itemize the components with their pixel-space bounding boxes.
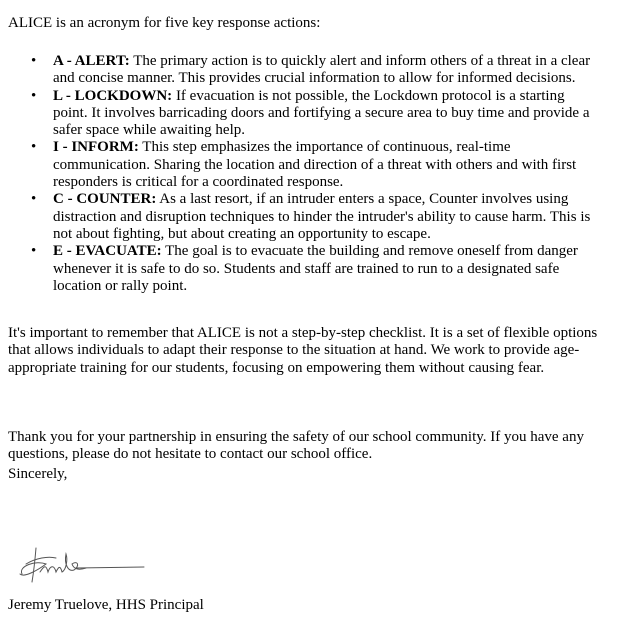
action-text: As a last resort, if an intruder enters a space, Counter involves using distraction and disruption techniques to hinder the intruder's ability to cause harm. This is not about fighting, but about creating an opportunity to escape. [53,191,591,242]
action-label: I - INFORM: [53,139,139,156]
action-label: L - LOCKDOWN: [53,87,173,104]
checklist-paragraph: It's important to remember that ALICE is not a step-by-step checklist. It is a set of flexible options that allows individuals to adapt their response to the situation at hand. We work to provide age-appropriate training for our students, focusing on empowering them without causing fear. [8,325,598,376]
action-text: The goal is to evacuate the building and remove oneself from danger whenever it is safe to do so. Students and staff are trained to run to a designated safe location or rally point. [53,243,578,294]
action-text: The primary action is to quickly alert and inform others of a threat in a clear and concise manner. This provides crucial information to allow for informed decisions. [53,53,591,87]
action-label: C - COUNTER: [53,191,157,208]
action-label: E - EVACUATE: [53,243,162,260]
action-label: A - ALERT: [53,53,130,69]
alice-actions-list [0,53,600,295]
bullet-icon: • [31,87,37,104]
action-text: If evacuation is not possible, the Lockdown protocol is a starting point. It involves barricading doors and fortifying a secure area to buy time and provide a safer space while awaiting help. [53,87,590,139]
list-item-counter [0,191,601,243]
list-item-evacuate [0,243,601,295]
closing-text: Sincerely, [8,466,68,482]
action-text: This step emphasizes the importance of continuous, real-time communication. Sharing the location and direction of a threat with others and with first responders is critical for a coordinated response. [53,139,577,191]
intro-text: ALICE is an acronym for five key response actions: [8,15,321,31]
bullet-icon: • [31,139,37,156]
list-item-inform [0,139,601,191]
signature-name: Jeremy Truelove, HHS Principal [8,597,204,613]
signature-image [16,540,146,590]
bullet-icon: • [31,191,37,208]
bullet-icon: • [31,53,37,69]
thanks-paragraph: Thank you for your partnership in ensuring the safety of our school community. If you have any questions, please do not hesitate to contact our school office. [8,429,584,463]
list-item-lockdown [0,88,601,140]
bullet-icon: • [31,243,37,260]
list-item-alert [0,53,601,88]
